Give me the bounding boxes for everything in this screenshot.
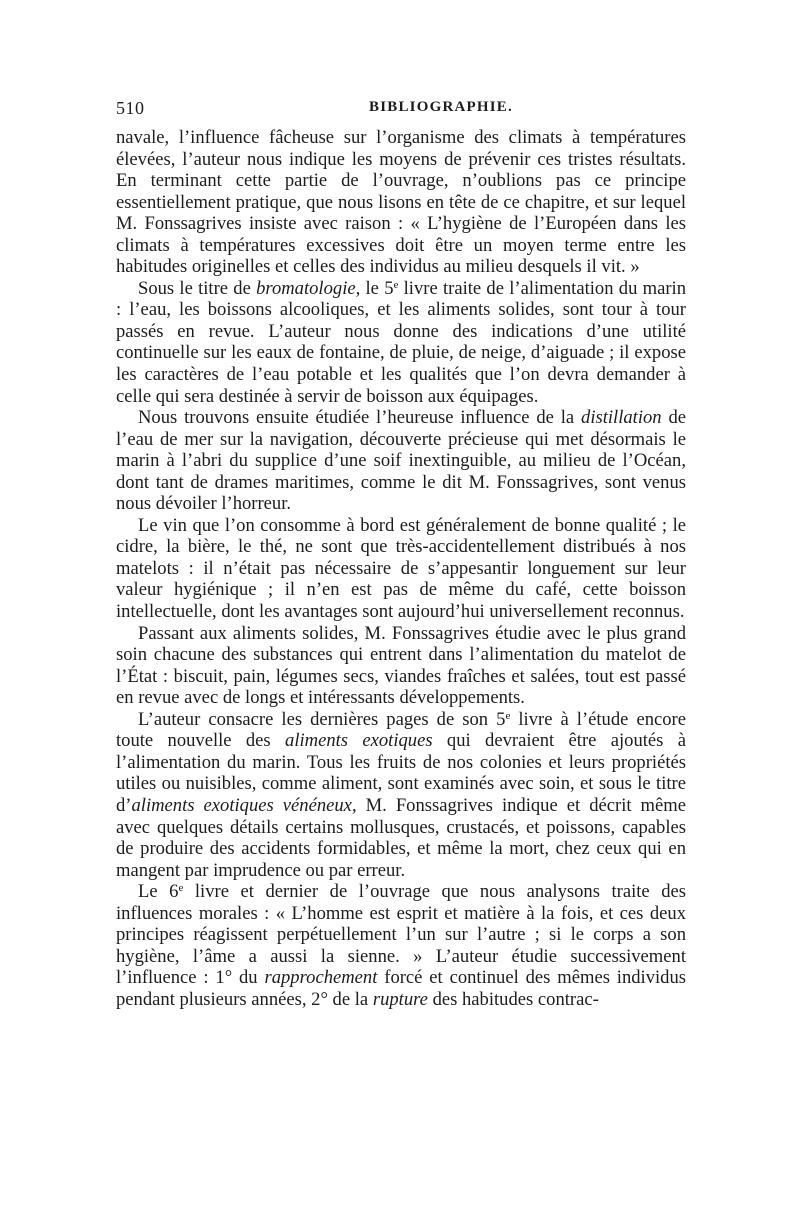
running-head: BIBLIOGRAPHIE.	[369, 99, 513, 115]
paragraph	[116, 709, 686, 881]
text-run: forcé et continuel des mêmes individus pendant plusieurs années, 2° de la	[116, 967, 687, 1010]
paragraph	[116, 623, 686, 709]
text-run: navale, l’influence fâcheuse sur l’organisme des climats à températures élevées, l’auteur nous indique les moyens de prévenir ces tristes résultats. En terminant cette partie de l’ouvrage, n’oublions pas ce principe essentiellement pratique, que nous lisons en tête de ce chapitre, et sur lequel M. Fonssagrives insiste avec raison : « L’hygiène de l’Européen dans les climats à températures excessives doit être un moyen terme entre les habitudes originelles et celles des individus au milieu desquels il vit. »	[116, 127, 686, 278]
text-run: livre à l’étude encore toute nouvelle des	[116, 708, 686, 752]
paragraph	[116, 278, 686, 407]
paragraph	[116, 515, 686, 623]
paragraph	[116, 127, 686, 278]
paragraph	[116, 881, 686, 1010]
text-run: Nous trouvons ensuite étudiée l’heureuse influence de la	[138, 407, 582, 429]
italic-text: distillation	[581, 407, 662, 429]
text-run: Le vin que l’on consomme à bord est généralement de bonne qualité ; le cidre, la bière, le thé, ne sont que très-accidentellement distribués à nos matelots : il n’était pas nécessaire de s’appesantir longuement sur leur valeur hygiénique ; il n’en est pas de même du café, cette boisson intellectuelle, dont les avantages sont aujourd’hui universellement reconnus.	[116, 514, 686, 623]
text-run: livre et dernier de l’ouvrage que nous analysons traite des influences morales : « L’homme est esprit et matière à la fois, et ces deux principes réagissent perpétuellement l’un sur l’autre ; si le corps a son hygiène, l’âme a aussi la sienne. » L’auteur étudie successivement l’influence : 1° du	[116, 881, 686, 989]
italic-text: bromatologie,	[256, 277, 361, 299]
superscript: e	[178, 882, 184, 895]
italic-text: aliments exotiques vénéneux	[131, 794, 352, 816]
text-run: livre traite de l’alimentation du marin : l’eau, les boissons alcooliques, et les aliments solides, sont tour à tour passés en revue. L’auteur nous donne des indications d’une utilité continuelle sur les eaux de fontaine, de pluie, de neige, d’aiguade ; il expose les caractères de l’eau potable et les qualités que l’on devra demander à celle qui sera destinée à servir de boisson aux équipages.	[116, 277, 686, 407]
text-run: de l’eau de mer sur la navigation, découverte précieuse qui met désormais le marin à l’abri du supplice d’une soif inextinguible, au milieu de l’Océan, dont tant de drames maritimes, comme le dit M. Fonssagrives, sont venus nous dévoiler l’horreur.	[116, 407, 687, 515]
text-run: le 5	[360, 277, 394, 299]
superscript: e	[393, 278, 399, 291]
paragraph	[116, 407, 686, 515]
body-text	[116, 127, 686, 1010]
italic-text: rupture	[372, 988, 428, 1010]
page-header	[116, 98, 686, 122]
text-run: Le 6	[138, 881, 179, 903]
superscript: e	[505, 709, 511, 722]
text-run: Sous le titre de	[138, 277, 257, 299]
text-run: L’auteur consacre les dernières pages de son 5	[138, 708, 506, 730]
text-run: , M. Fonssagrives indique et décrit même avec quelques détails certains mollusques, crustacés, et poissons, capables de produire des accidents formidables, et même la mort, chez ceux qui en mangent par imprudence ou par erreur.	[116, 794, 686, 881]
text-run: Passant aux aliments solides, M. Fonssagrives étudie avec le plus grand soin chacune des substances qui entrent dans l’alimentation du matelot de l’État : biscuit, pain, légumes secs, viandes fraîches et salées, tout est passé en revue avec de longs et intéressants développements.	[116, 622, 686, 709]
text-run: qui devraient être ajoutés à l’alimentation du marin. Tous les fruits de nos colonies et leurs propriétés utiles ou nuisibles, comme aliment, sont examinés avec soin, et sous le titre d’	[116, 730, 687, 816]
italic-text: rapprochement	[264, 967, 378, 989]
italic-text: aliments exotiques	[285, 730, 433, 752]
page-number: 510	[116, 98, 145, 118]
text-run: des habitudes contrac-	[427, 988, 599, 1010]
